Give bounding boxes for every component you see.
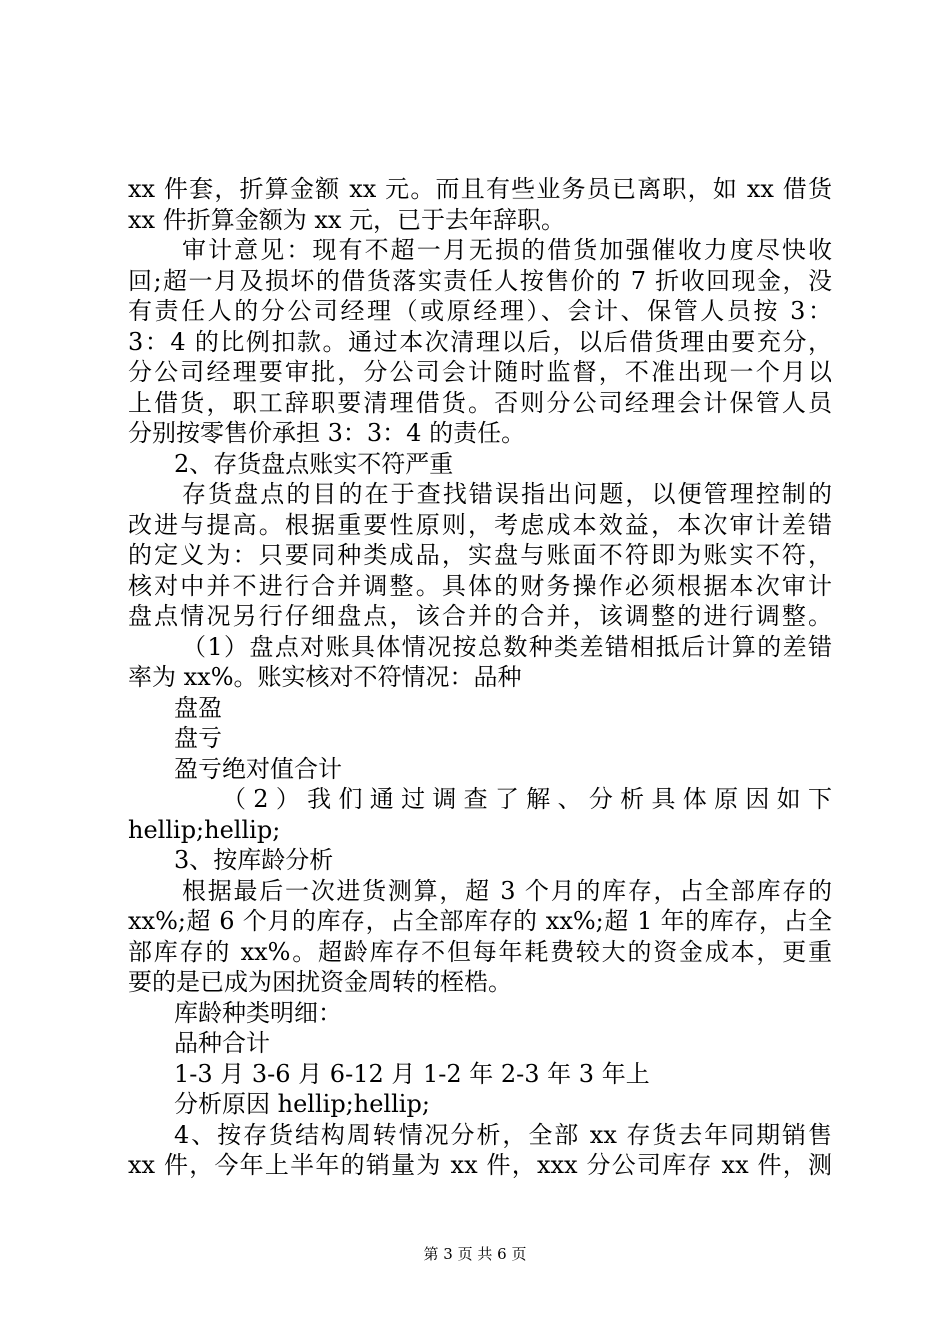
section-heading: 2、存货盘点账实不符严重 <box>174 449 454 478</box>
text-line: 1-3 月 3-6 月 6-12 月 1-2 年 2-3 年 3 年上 <box>174 1059 650 1088</box>
text-line: 盘亏 <box>174 724 222 752</box>
text-line: 分析原因 hellip;hellip; <box>174 1090 430 1118</box>
text-line: 分公司经理要审批，分公司会计随时监督，不准出现一个月以 <box>128 358 832 386</box>
text-line: 改进与提高。根据重要性原则，考虑成本效益，本次审计差错 <box>128 510 832 539</box>
text-line: 要的是已成为困扰资金周转的桎梏。 <box>128 968 512 996</box>
text-line: （1）盘点对账具体情况按总数种类差错相抵后计算的差错 <box>182 632 832 661</box>
text-line: 存货盘点的目的在于查找错误指出问题，以便管理控制的 <box>182 480 832 508</box>
page-number: 第 3 页 共 6 页 <box>423 1245 527 1263</box>
text-line: xx%;超 6 个月的库存，占全部库存的 xx%;超 1 年的库存，占全 <box>128 907 832 935</box>
document-body <box>128 174 832 1181</box>
text-line: 的定义为：只要同种类成品，实盘与账面不符即为账实不符， <box>128 541 832 569</box>
text-line: 分别按零售价承担 3：3：4 的责任。 <box>128 419 526 447</box>
text-line: 部库存的 xx%。超龄库存不但每年耗费较大的资金成本，更重 <box>128 937 832 966</box>
text-line: 审计意见：现有不超一月无损的借货加强催收力度尽快收 <box>182 236 832 264</box>
text-line: 有责任人的分公司经理（或原经理）、会计、保管人员按 3： <box>128 297 832 325</box>
text-line: 盘盈 <box>174 693 222 722</box>
text-line: （2）我们通过调查了解、分析具体原因如下 <box>222 785 832 813</box>
text-line: xx 件，今年上半年的销量为 xx 件，xxx 分公司库存 xx 件，测 <box>128 1151 832 1179</box>
section-heading: 4、按存货结构周转情况分析，全部 xx 存货去年同期销售 <box>174 1120 832 1149</box>
text-line: 核对中并不进行合并调整。具体的财务操作必须根据本次审计 <box>128 571 832 600</box>
section-heading: 3、按库龄分析 <box>174 846 334 874</box>
text-line: 盘点情况另行仔细盘点，该合并的合并，该调整的进行调整。 <box>128 602 832 630</box>
text-line: 率为 xx%。账实核对不符情况：品种 <box>128 663 522 691</box>
text-line: 品种合计 <box>174 1029 270 1057</box>
text-line: 根据最后一次进货测算，超 3 个月的库存，占全部库存的 <box>182 876 832 905</box>
text-line: xx 件折算金额为 xx 元，已于去年辞职。 <box>128 205 566 234</box>
text-line: xx 件套，折算金额 xx 元。而且有些业务员已离职，如 xx 借货 <box>128 175 832 203</box>
text-line: 回;超一月及损坏的借货落实责任人按售价的 7 折收回现金，没 <box>128 266 832 295</box>
text-line: 3：4 的比例扣款。通过本次清理以后，以后借货理由要充分， <box>128 327 832 356</box>
text-line: 上借货，职工辞职要清理借货。否则分公司经理会计保管人员 <box>128 388 832 417</box>
text-line: hellip;hellip; <box>128 815 281 844</box>
text-line: 库龄种类明细： <box>174 998 342 1027</box>
text-line: 盈亏绝对值合计 <box>174 754 342 783</box>
